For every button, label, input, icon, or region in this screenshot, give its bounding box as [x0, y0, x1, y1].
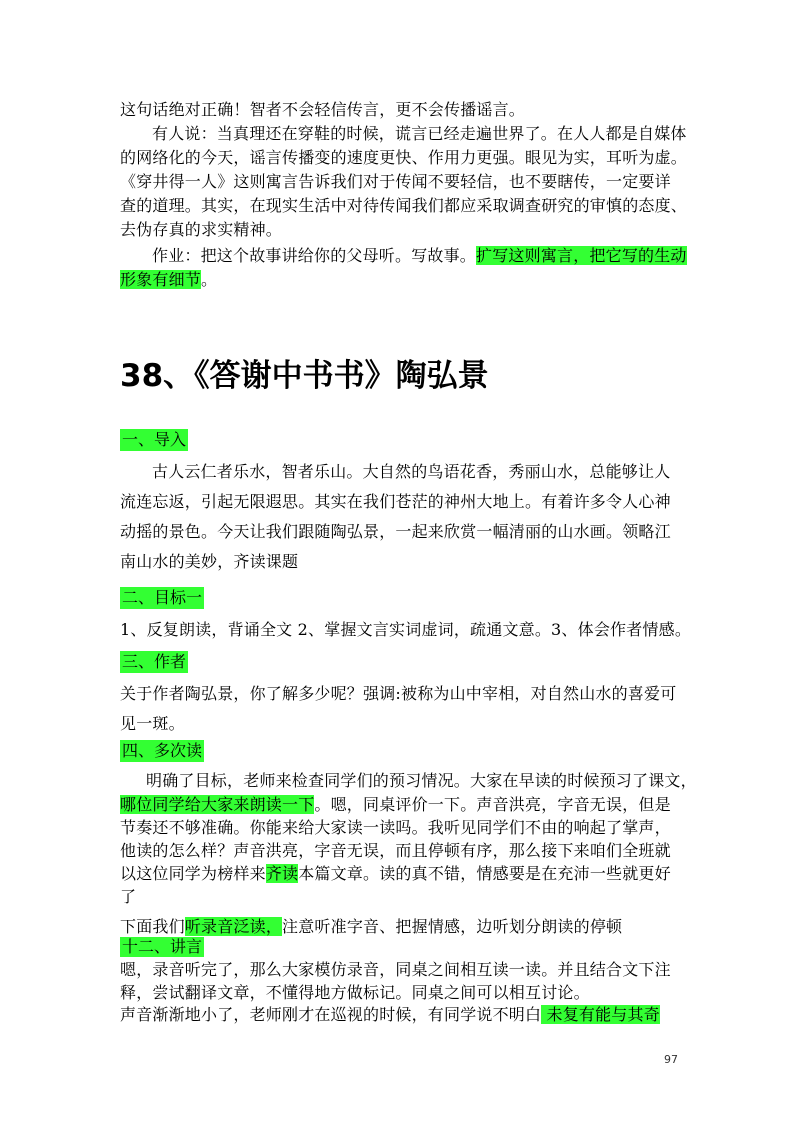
intro-para-line-2: 流连忘返，引起无限遐思。其实在我们苍茫的神州大地上。有着许多令人心神 — [120, 492, 671, 511]
reading-highlight-2: 齐读 — [265, 864, 299, 883]
recording-b: 注意听准字音、把握情感，边听划分朗读的停顿 — [282, 917, 623, 936]
reading-line-2 — [120, 795, 690, 815]
homework-end: 。 — [201, 270, 218, 289]
section-heading-goals: 二、目标一 — [122, 588, 203, 607]
section-heading-intro: 一、导入 — [122, 430, 187, 449]
reading-highlight-1: 哪位同学给大家来朗读一下 — [120, 795, 315, 814]
homework-text: 作业：把这个故事讲给你的父母听。写故事。 — [152, 246, 477, 265]
lecture-line-2: 释，尝试翻译文章，不懂得地方做标记。同桌之间可以相互讨论。 — [120, 983, 590, 1002]
page-number: 97 — [664, 1053, 678, 1066]
section-heading-author: 三、作者 — [122, 652, 187, 671]
reading-line-5-b: 本篇文章。读的真不错，情感要是在充沛一些就更好 — [298, 864, 671, 883]
intro-para-line-1: 古人云仁者乐水，智者乐山。大自然的鸟语花香，秀丽山水，总能够让人 — [152, 462, 671, 481]
homework-highlight-2: 形象有细节 — [120, 270, 202, 289]
intro-line-3: 的网络化的今天，谣言传播变的速度更快、作用力更强。眼见为实，耳听为虚。 — [120, 148, 688, 167]
intro-para-line-4: 南山水的美妙，齐读课题 — [120, 552, 299, 571]
intro-line-5: 查的道理。其实，在现实生活中对待传闻我们都应采取调查研究的审慎的态度、 — [120, 196, 688, 215]
homework-line-2 — [120, 270, 690, 290]
recording-a: 下面我们 — [120, 917, 185, 936]
intro-line-1: 这句话绝对正确！智者不会轻信传言，更不会传播谣言。 — [120, 100, 526, 119]
lesson-title: 38、《答谢中书书》陶弘景 — [120, 358, 489, 394]
lecture-line-3 — [120, 1005, 690, 1025]
reading-line-5-a: 以这位同学为榜样来 — [120, 864, 266, 883]
reading-line-6: 了 — [120, 887, 137, 906]
intro-para-line-3: 动摇的景色。今天让我们跟随陶弘景，一起来欣赏一幅清丽的山水画。领略江 — [120, 522, 671, 541]
lecture-line-1: 嗯，录音听完了，那么大家模仿录音，同桌之间相互读一读。并且结合文下注 — [120, 960, 671, 979]
section-heading-lecture: 十二、讲言 — [122, 937, 203, 956]
intro-line-6: 去伪存真的求实精神。 — [120, 220, 283, 239]
recording-line — [120, 917, 690, 937]
reading-line-1: 明确了目标，老师来检查同学们的预习情况。大家在早读的时候预习了课文， — [146, 771, 697, 790]
author-line-2: 见一斑。 — [120, 714, 185, 733]
homework-highlight-1: 扩写这则寓言，把它写的生动 — [476, 246, 687, 265]
lecture-line-3-a: 声音渐渐地小了，老师刚才在巡视的时候，有同学说不明白 — [120, 1005, 542, 1024]
reading-line-2-rest: 。嗯，同桌评价一下。声音洪亮，字音无误，但是 — [314, 795, 671, 814]
lecture-highlight: 未复有能与其奇 — [541, 1005, 660, 1024]
goals-text: 1、反复朗读，背诵全文 2、掌握文言实词虚词，疏通文意。3、体会作者情感。 — [120, 620, 692, 639]
intro-line-4: 《穿井得一人》这则寓言告诉我们对于传闻不要轻信，也不要瞎传，一定要详 — [120, 172, 671, 191]
intro-line-2: 有人说：当真理还在穿鞋的时候，谎言已经走遍世界了。在人人都是自媒体 — [152, 124, 687, 143]
reading-line-4: 他读的怎么样？声音洪亮，字音无误，而且停顿有序，那么接下来咱们全班就 — [120, 841, 671, 860]
reading-line-5 — [120, 864, 690, 884]
reading-line-3: 节奏还不够准确。你能来给大家读一读吗。我听见同学们不由的响起了掌声， — [120, 818, 671, 837]
author-line-1: 关于作者陶弘景，你了解多少呢？强调:被称为山中宰相，对自然山水的喜爱可 — [120, 684, 677, 703]
recording-highlight: 听录音泛读， — [184, 917, 283, 936]
section-heading-reading: 四、多次读 — [122, 741, 203, 760]
homework-line-1 — [152, 246, 690, 266]
